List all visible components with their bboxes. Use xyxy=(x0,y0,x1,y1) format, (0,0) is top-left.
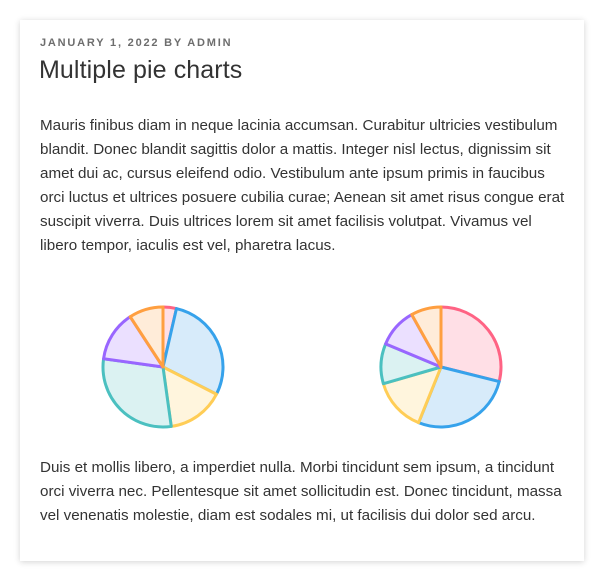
pie-slice-teal[interactable] xyxy=(103,359,171,427)
post-paragraph-1: Mauris finibus diam in neque lacinia accumsan. Curabitur ultricies vestibulum blandit. Donec blandit sagittis dolor a mattis. Integer nisl lectus, dignissim sit amet dui ac, cursus eleifend odio. Vestibulum ante ipsum primis in faucibus orci luctus et ultrices posuere cubilia curae; Aenean sit amet risus congue erat suscipit viverra. Duis ultrices lorem sit amet facilisis volutpat. Vivamus vel libero tempor, iaculis est vel, pharetra lacus. xyxy=(40,117,565,254)
post-paragraph-2: Duis et mollis libero, a imperdiet nulla. Morbi tincidunt sem ipsum, a tincidunt orci viverra nec. Pellentesque sit amet sollicitudin est. Donec tincidunt, massa vel venenatis molestie, diam est sodales mi, ut facilisis dui dolor sed arcu. xyxy=(40,459,562,524)
pie-chart-1 xyxy=(98,302,228,432)
post-meta: JANUARY 1, 2022 BY ADMIN xyxy=(40,37,233,49)
post-title[interactable]: Multiple pie charts xyxy=(39,56,243,84)
post-card xyxy=(20,20,584,561)
pie-chart-2 xyxy=(376,302,506,432)
